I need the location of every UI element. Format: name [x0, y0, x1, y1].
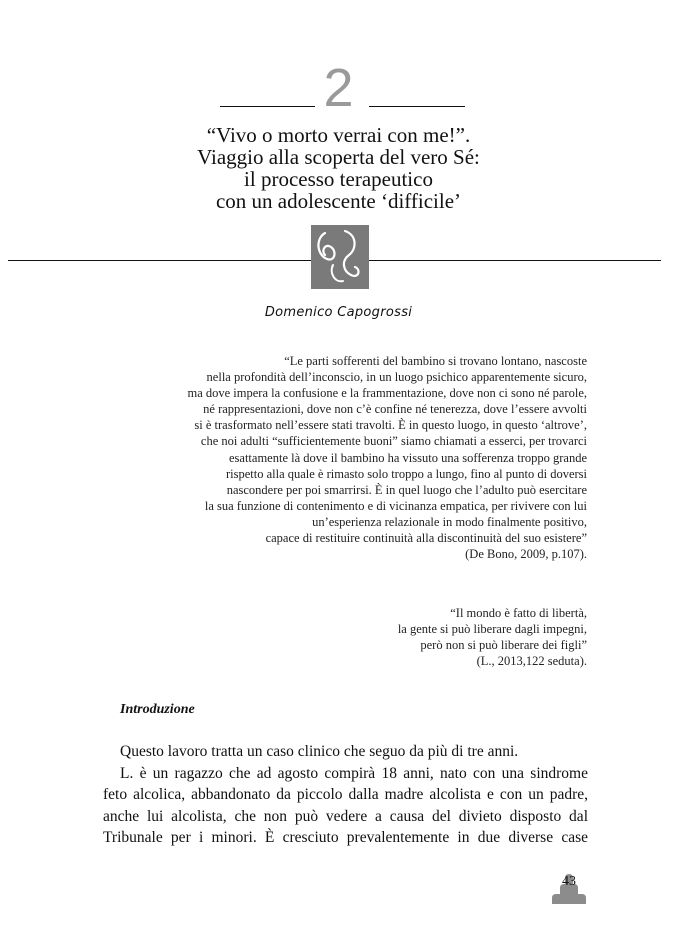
decorative-emblem-icon: [311, 225, 369, 289]
body-text: [103, 741, 588, 849]
epigraph-line: “Il mondo è fatto di libertà,: [450, 606, 587, 620]
paragraph: [103, 763, 588, 849]
chapter-title: [60, 124, 617, 212]
epigraph-line: un’esperienza relazionale in modo finalmente positivo,: [312, 514, 587, 529]
epigraph-line: nascondere per poi smarrirsi. È in quel luogo che l’adulto può esercitare: [226, 482, 587, 497]
epigraph-line: la gente si può liberare dagli impegni,: [397, 622, 587, 637]
paragraph-line: Tribunale per i minori. È cresciuto prevalentemente in due diverse case: [103, 829, 588, 846]
epigraph-line: esattamente là dove il bambino ha vissuto una sofferenza troppo grande: [229, 450, 587, 465]
epigraph-line: ma dove impera la confusione e la frammentazione, dove non ci sono né parole,: [187, 386, 587, 401]
epigraph-line: nella profondità dell’inconscio, in un luogo psichico apparentemente sicuro,: [206, 370, 587, 385]
title-line: Viaggio alla scoperta del vero Sé:: [197, 145, 480, 169]
chapter-rule-right: [369, 106, 465, 107]
epigraph-quote-1: [127, 353, 587, 562]
epigraph-line: né rappresentazioni, dove non c’è confine né tenerezza, dove l’essere avvolti: [203, 402, 587, 417]
epigraph-citation: (De Bono, 2009, p.107).: [465, 547, 587, 562]
epigraph-quote-2: [307, 605, 587, 669]
epigraph-citation: (L., 2013,122 seduta).: [476, 654, 587, 669]
title-line: “Vivo o morto verrai con me!”.: [206, 123, 471, 147]
title-line: il processo terapeutico: [244, 167, 433, 191]
author-name: Domenico Capogrossi: [264, 305, 413, 320]
epigraph-line: “Le parti sofferenti del bambino si trovano lontano, nascoste: [284, 354, 587, 368]
curl-ornament-icon: [311, 225, 369, 289]
epigraph-line: però non si può liberare dei figli”: [420, 638, 587, 653]
paragraph: Questo lavoro tratta un caso clinico che seguo da più di tre anni.: [120, 743, 519, 760]
epigraph-line: si è trasformato nell’essere stati travolti. È in questo luogo, in questo ‘altrove’,: [194, 418, 587, 433]
epigraph-line: rispetto alla quale è rimasto solo troppo a lungo, fino al punto di doversi: [225, 466, 587, 481]
title-line: con un adolescente ‘difficile’: [215, 189, 462, 213]
page-number: 43: [562, 874, 576, 889]
paragraph-line: L. è un ragazzo che ad agosto compirà 18 anni, nato con una sindrome: [120, 764, 588, 782]
paragraph-line: feto alcolica, abbandonato da piccolo dalla madre alcolista e con un padre,: [103, 786, 588, 803]
chapter-rule-left: [220, 106, 315, 107]
section-heading: Introduzione: [120, 702, 195, 717]
epigraph-line: la sua funzione di contenimento e di vicinanza empatica, per rivivere con lui: [204, 498, 587, 513]
paragraph-line: anche lui alcolista, che non può vedere a causa del divieto disposto dal: [103, 807, 588, 825]
chapter-number: 2: [323, 58, 354, 118]
epigraph-line: capace di restituire continuità alla discontinuità del suo esistere”: [265, 531, 587, 546]
epigraph-line: che noi adulti “sufficientemente buoni” siamo chiamati a esserci, per trovarci: [200, 434, 587, 449]
